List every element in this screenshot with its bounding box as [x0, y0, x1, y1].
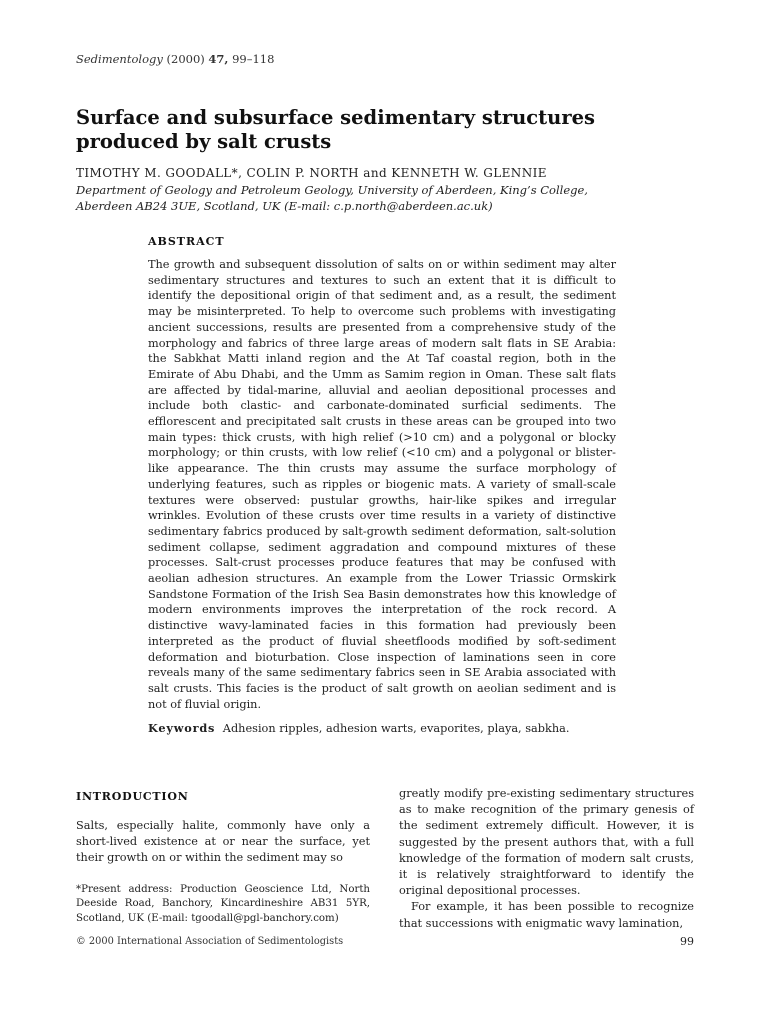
- introduction-paragraph-continued: greatly modify pre-existing sedimentary structures as to make recognition of the primary genesis of the sediment extremely difficult. However, it is suggested by the present authors that, with a full knowledge of the formation of modern salt crusts, it is relatively straightforward to identify the original depositional processes.: [399, 787, 694, 898]
- author-affiliation: Department of Geology and Petroleum Geology, University of Aberdeen, King’s College, Aberdeen AB24 3UE, Scotland, UK (E-mail: c.p.north@aberdeen.ac.uk): [76, 183, 588, 213]
- introduction-paragraph: Salts, especially halite, commonly have only a short-lived existence at or near the surface, yet their growth on or within the sediment may so: [76, 819, 370, 865]
- address-footnote: *Present address: Production Geoscience Ltd, North Deeside Road, Banchory, Kincardineshire AB31 5YR, Scotland, UK (E-mail: tgoodall@pgl-banchory.com): [76, 883, 370, 924]
- paper-title: Surface and subsurface sedimentary structures produced by salt crusts: [76, 106, 596, 153]
- abstract-section: [148, 235, 616, 737]
- abstract-text: The growth and subsequent dissolution of salts on or within sediment may alter sedimentary structures and textures to such an extent that it is difficult to identify the depositional origin of that sediment and, as a result, the sediment may be misinterpreted. To help to overcome such problems with investigating ancient successions, results are presented from a comprehensive study of the morphology and fabrics of three large areas of modern salt flats in SE Arabia: the Sabkhat Matti inland region and the At Taf coastal region, both in the Emirate of Abu Dhabi, and the Umm as Samim region in Oman. These salt flats are affected by tidal-marine, alluvial and aeolian depositional processes and include both clastic- and carbonate-dominated surficial sediments. The efflorescent and precipitated salt crusts in these areas can be grouped into two main types: thick crusts, with high relief (>10 cm) and a polygonal or blocky morphology; or thin crusts, with low relief (<10 cm) and a polygonal or blister-like appearance. The thin crusts may assume the surface morphology of underlying features, such as ripples or biogenic mats. A variety of small-scale textures were observed: pustular growths, hair-like spikes and irregular wrinkles. Evolution of these crusts over time results in a variety of distinctive sedimentary fabrics produced by salt-growth sediment deformation, salt-solution sediment collapse, sediment aggradation and compound mixtures of these processes. Salt-crust processes produce features that may be confused with aeolian adhesion structures. An example from the Lower Triassic Ormskirk Sandstone Formation of the Irish Sea Basin demonstrates how this knowledge of modern environments improves the interpretation of the rock record. A distinctive wavy-laminated facies in this formation had previously been interpreted as the product of fluvial sheetfloods modified by soft-sediment deformation and bioturbation. Close inspection of laminations seen in core reveals many of the same sedimentary fabrics seen in SE Arabia associated with salt crusts. This facies is the product of salt growth on aeolian sediment and is not of fluvial origin.: [148, 258, 616, 711]
- right-column: [399, 786, 694, 932]
- journal-pages: 99–118: [232, 52, 275, 66]
- journal-year: (2000): [166, 52, 205, 66]
- introduction-paragraph-2: For example, it has been possible to recognize that successions with enigmatic wavy lamination,: [399, 900, 694, 930]
- keywords-text: Adhesion ripples, adhesion warts, evaporites, playa, sabkha.: [222, 722, 570, 736]
- keywords-line: [148, 721, 616, 737]
- abstract-heading: ABSTRACT: [148, 235, 225, 248]
- journal-reference: [76, 52, 274, 66]
- introduction-heading: INTRODUCTION: [76, 790, 189, 803]
- copyright-notice: © 2000 International Association of Sedimentologists: [76, 936, 344, 947]
- author-list: TIMOTHY M. GOODALL*, COLIN P. NORTH and KENNETH W. GLENNIE: [76, 166, 547, 180]
- journal-name: Sedimentology: [76, 52, 163, 66]
- left-column: [76, 786, 370, 926]
- keywords-label: Keywords: [148, 721, 216, 736]
- journal-volume: 47,: [208, 52, 229, 66]
- page-number: 99: [680, 935, 694, 948]
